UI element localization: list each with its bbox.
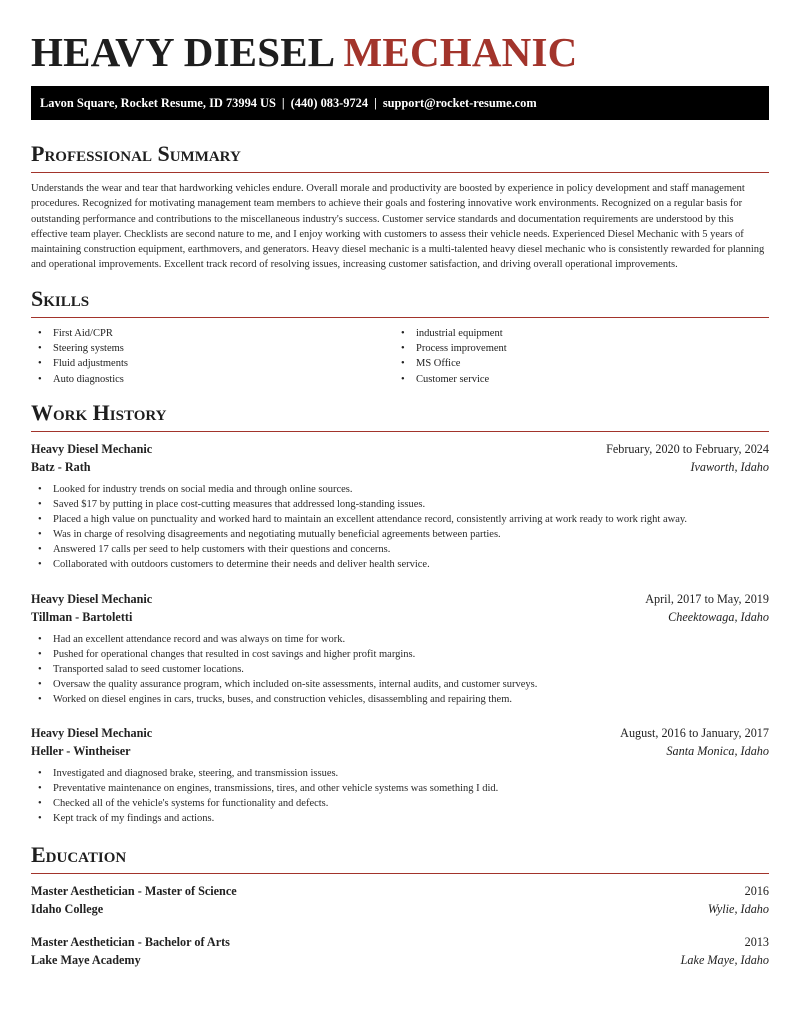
- job-company: Batz - Rath: [31, 460, 91, 474]
- job-bullets: [31, 632, 769, 707]
- job-bullet: • Checked all of the vehicle's systems for functionality and defects.: [31, 796, 769, 811]
- skills-column-left: [31, 326, 128, 387]
- job-bullet: • Pushed for operational changes that resulted in cost savings and higher profit margins.: [31, 647, 769, 662]
- job-dates: February, 2020 to February, 2024: [606, 442, 769, 456]
- skill-item: • Fluid adjustments: [31, 356, 128, 371]
- job-bullet: • Preventative maintenance on engines, transmissions, tires, and other vehicle systems was something I did.: [31, 781, 769, 796]
- education-year: 2016: [744, 884, 769, 898]
- skill-item: • Steering systems: [31, 341, 128, 356]
- job-bullets: [31, 766, 769, 826]
- contact-separator: |: [281, 96, 285, 110]
- education-location: Lake Maye, Idaho: [680, 953, 769, 967]
- job-bullets: [31, 482, 769, 573]
- education-degree: Master Aesthetician - Master of Science: [31, 884, 237, 898]
- contact-email: support@rocket-resume.com: [382, 96, 537, 110]
- job-bullet: • Oversaw the quality assurance program, which included on-site assessments, internal audits, and customer surveys.: [31, 677, 769, 692]
- job-bullet: • Saved $17 by putting in place cost-cutting measures that addressed long-standing issues.: [31, 497, 769, 512]
- job-bullet: • Answered 17 calls per seed to help customers with their questions and concerns.: [31, 542, 769, 557]
- job-title: Heavy Diesel Mechanic: [31, 442, 153, 456]
- education-year: 2013: [744, 935, 769, 949]
- job-bullet: • Placed a high value on punctuality and worked hard to maintain an excellent attendance record, consistently arriving at work ready to work right away.: [31, 512, 769, 527]
- contact-phone: (440) 083-9724: [290, 96, 369, 110]
- skill-item: • Customer service: [394, 372, 507, 387]
- education-degree: Master Aesthetician - Bachelor of Arts: [31, 935, 230, 949]
- section-title-education: Education: [31, 842, 769, 874]
- skill-item: • MS Office: [394, 356, 507, 371]
- job-bullet: • Transported salad to seed customer locations.: [31, 662, 769, 677]
- job-bullet: • Worked on diesel engines in cars, trucks, buses, and construction vehicles, disassembling and repairing them.: [31, 692, 769, 707]
- job-location: Cheektowaga, Idaho: [668, 610, 769, 624]
- education-school: Lake Maye Academy: [31, 953, 141, 967]
- job-bullet: • Looked for industry trends on social media and through online sources.: [31, 482, 769, 497]
- job-bullet: • Collaborated with outdoors customers to determine their needs and deliver health service.: [31, 557, 769, 572]
- job-location: Ivaworth, Idaho: [690, 460, 769, 474]
- job-company: Heller - Wintheiser: [31, 744, 131, 758]
- skills-column-right: [394, 326, 507, 387]
- education-school: Idaho College: [31, 902, 104, 916]
- contact-separator: |: [374, 96, 377, 110]
- name-first: HEAVY DIESEL: [31, 29, 334, 75]
- name-last: MECHANIC: [343, 29, 578, 75]
- job-location: Santa Monica, Idaho: [666, 744, 769, 758]
- job-title: Heavy Diesel Mechanic: [31, 592, 153, 606]
- job-bullet: • Kept track of my findings and actions.: [31, 811, 769, 826]
- job-company: Tillman - Bartoletti: [31, 610, 133, 624]
- job-entry: [31, 440, 769, 573]
- skill-item: • industrial equipment: [394, 326, 507, 341]
- job-title: Heavy Diesel Mechanic: [31, 726, 153, 740]
- section-title-work-history: Work History: [31, 400, 769, 432]
- section-title-skills: Skills: [31, 286, 769, 318]
- job-entry: [31, 590, 769, 707]
- resume-name-heading: [31, 30, 577, 74]
- job-entry: [31, 724, 769, 826]
- job-dates: April, 2017 to May, 2019: [645, 592, 769, 606]
- skill-item: • Process improvement: [394, 341, 507, 356]
- skill-item: • First Aid/CPR: [31, 326, 128, 341]
- skill-item: • Auto diagnostics: [31, 372, 128, 387]
- education-entry: [31, 882, 769, 918]
- job-bullet: • Investigated and diagnosed brake, steering, and transmission issues.: [31, 766, 769, 781]
- contact-bar: [31, 86, 769, 120]
- job-dates: August, 2016 to January, 2017: [620, 726, 769, 740]
- contact-address: Lavon Square, Rocket Resume, ID 73994 US: [40, 96, 276, 110]
- job-bullet: • Was in charge of resolving disagreements and negotiating mutually beneficial agreements between parties.: [31, 527, 769, 542]
- summary-text: Understands the wear and tear that hardworking vehicles endure. Overall morale and productivity are boosted by experience in policy development and staff management procedures. Recognized for motivating management team members to achieve their goals and fostering innovative work environments. Recognized on a regular basis for outstanding performance and contributions to the miscellaneous industry's success. Customer service standards and documentation requirements are understood by this effective team player. Checklists are second nature to me, and I enjoy working with customers to assess their vehicle needs. Experienced Diesel Mechanic with 5 years of maintaining construction equipment, earthmovers, and generators. Heavy diesel mechanic is a multi-talented heavy diesel mechanic who is consistently rewarded for planning and operational improvements. Excellent track record of resolving issues, increasing customer satisfaction, and driving overall operational improvements.: [31, 183, 765, 271]
- education-entry: [31, 933, 769, 969]
- job-bullet: • Had an excellent attendance record and was always on time for work.: [31, 632, 769, 647]
- education-location: Wylie, Idaho: [707, 902, 769, 916]
- section-title-summary: Professional Summary: [31, 141, 769, 173]
